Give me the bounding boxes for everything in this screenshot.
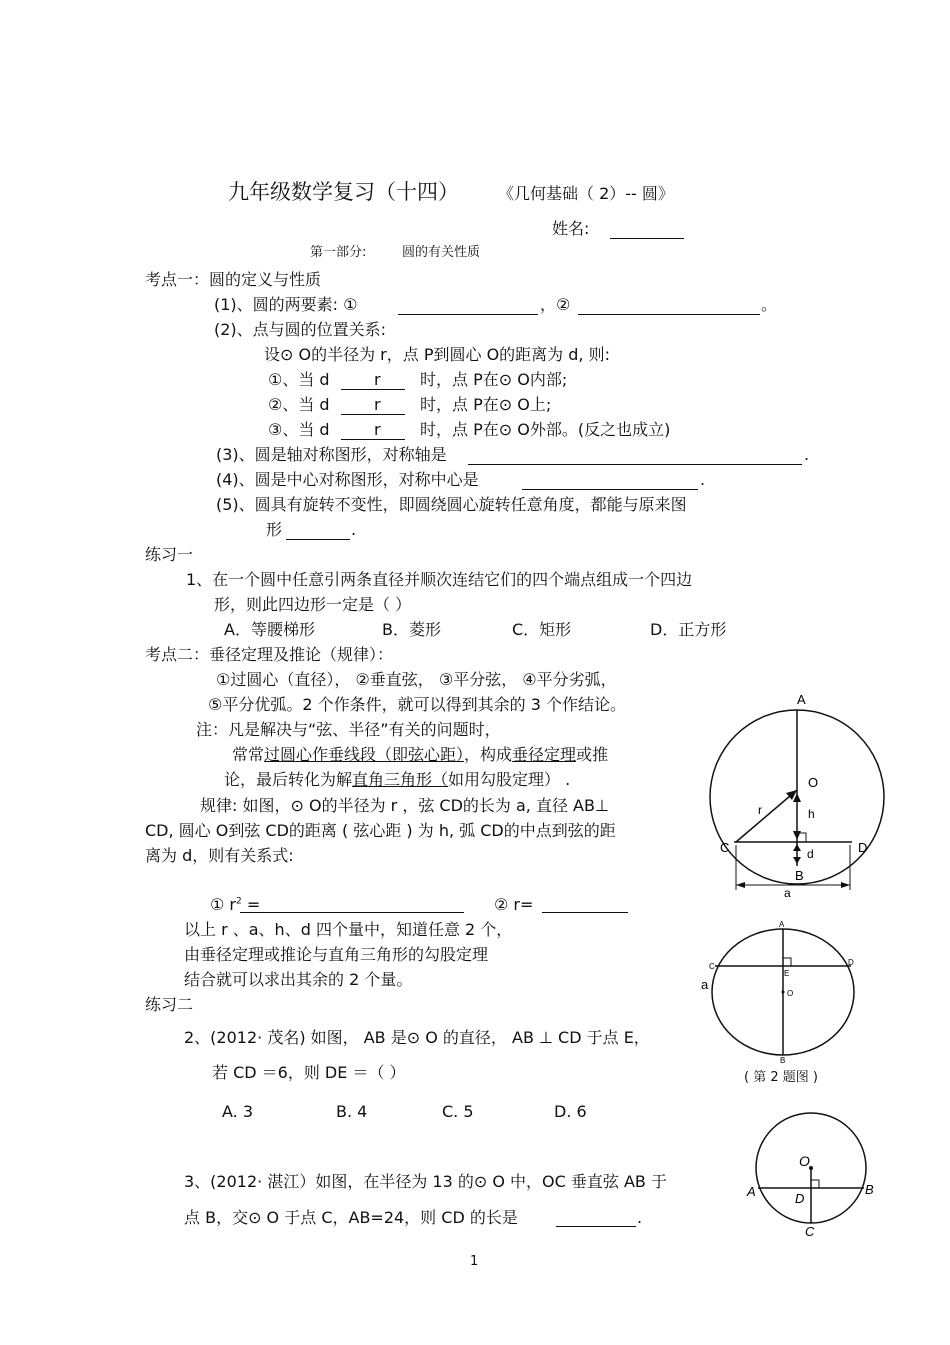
fig3-label-o: O: [799, 1153, 810, 1169]
k1-line2: (2)、点与圆的位置关系:: [214, 320, 387, 339]
fig1-label-a-top: A: [797, 692, 806, 707]
fig3-label-a: A: [747, 1184, 756, 1199]
fig1-dim-arrow-right: [841, 882, 850, 888]
fig1-label-h: h: [808, 807, 815, 821]
k2-rule3: 离为 d，则有关系式:: [145, 846, 294, 865]
k1-case2: ②、当 d: [268, 395, 330, 414]
k1-case1: ①、当 d: [268, 370, 330, 389]
k2-summary3: 结合就可以求出其余的 2 个量。: [184, 970, 413, 989]
k1-case2-blank[interactable]: [341, 414, 405, 415]
section-heading-ex2: 练习二: [145, 995, 194, 1014]
q1-option-d: D．正方形: [650, 620, 727, 639]
k2-line2: ⑤平分优弧。2 个作条件，就可以得到其余的 3 个作结论。: [208, 695, 626, 714]
q3-line2: 点 B，交⊙ O 于点 C，AB=24，则 CD 的长是: [184, 1208, 518, 1227]
q1-line1: 1、在一个圆中任意引两条直径并顺次连结它们的四个端点组成一个四边: [186, 570, 693, 589]
fig2-center-dot: [782, 991, 785, 994]
section-heading-k2: 考点二：垂径定理及推论（规律）：: [145, 645, 394, 664]
section-heading-k1: 考点一：圆的定义与性质: [145, 270, 322, 289]
k2-note3: 论，最后转化为解直角三角形（如用勾股定理） .: [224, 770, 571, 789]
q3-line1: 3、(2012· 湛江）如图，在半径为 13 的⊙ O 中，OC 垂直弦 AB 于: [184, 1172, 667, 1191]
section-heading-ex1: 练习一: [145, 545, 194, 564]
part-title: 圆的有关性质: [402, 245, 481, 260]
k2-rule1: 规律: 如图，⊙ O的半径为 r ，弦 CD的长为 a, 直径 AB⊥: [200, 796, 609, 815]
k2-summary1: 以上 r 、a、h、d 四个量中，知道任意 2 个，: [184, 920, 513, 939]
fig2-label-o: O: [787, 989, 794, 998]
k1-case1-r: r: [374, 370, 381, 389]
k1-line1: (1)、圆的两要素: ①: [214, 295, 358, 314]
fig2-label-c: C: [709, 962, 715, 971]
q3-line2-end: .: [637, 1208, 643, 1227]
k2-note2: 常常过圆心作垂线段（即弦心距），构成垂径定理或推: [232, 745, 609, 764]
fig1-dim-arrow-left: [736, 882, 745, 888]
fig3-right-angle: [811, 1180, 819, 1188]
k2-summary2: 由垂径定理或推论与直角三角形的勾股定理: [184, 945, 489, 964]
k1-case3-blank[interactable]: [341, 439, 405, 440]
k1-line6: (5)、圆具有旋转不变性，即圆绕圆心旋转任意角度，都能与原来图: [216, 495, 687, 514]
k1-case1-blank[interactable]: [341, 389, 405, 390]
k1-case3: ③、当 d: [268, 420, 330, 439]
k1-line4-end: .: [804, 445, 810, 464]
figure-question3: [744, 1108, 884, 1240]
k2-note1: 注：凡是解决与“弦、半径”有关的问题时，: [196, 720, 501, 739]
fig1-label-o: O: [808, 775, 819, 790]
fig1-label-d-point: D: [858, 840, 868, 855]
fig3-label-c: C: [805, 1224, 815, 1239]
q2-line2: 若 CD ＝6，则 DE ＝（ ）: [212, 1063, 406, 1082]
k1-line7: 形: [266, 520, 283, 539]
k2-line1: ①过圆心（直径）， ②垂直弦， ③平分弦， ④平分劣弧，: [216, 670, 617, 689]
fig1-d-arrow-bottom: [793, 857, 801, 864]
fig2-label-a: a: [701, 977, 709, 992]
name-label: 姓名:: [552, 219, 590, 238]
fig2-right-angle: [783, 958, 791, 966]
fig2-label-e: E: [784, 969, 790, 978]
k1-line7-end: .: [351, 520, 357, 539]
k1-line3: 设⊙ O的半径为 r，点 P到圆心 O的距离为 d, 则:: [264, 345, 610, 364]
k2-formula2-blank[interactable]: [542, 912, 628, 913]
fig1-label-d: d: [807, 847, 814, 861]
q1-option-b: B．菱形: [382, 620, 441, 639]
fig1-d-arrow-top: [793, 844, 801, 851]
figure-question2: [698, 918, 863, 1066]
fig1-label-a: a: [784, 886, 791, 900]
k2-formula1: ① $r^2$ =: [210, 895, 261, 914]
k1-case2-r: r: [374, 395, 381, 414]
fig1-radius: [736, 790, 797, 842]
fig1-label-b: B: [795, 868, 804, 883]
q2-option-d: D. 6: [554, 1102, 587, 1121]
k1-case3-tail: 时，点 P在⊙ O外部。(反之也成立): [420, 420, 671, 439]
q1-option-c: C．矩形: [512, 620, 572, 639]
k1-line5: (4)、圆是中心对称图形，对称中心是: [216, 470, 479, 489]
fig2-label-d: D: [848, 958, 854, 967]
q2-option-a: A. 3: [222, 1102, 254, 1121]
q2-option-c: C. 5: [442, 1102, 474, 1121]
k1-blank-1[interactable]: [398, 314, 538, 315]
k1-line4: (3)、圆是轴对称图形，对称轴是: [216, 445, 447, 464]
fig1-label-c: C: [720, 840, 730, 855]
fig1-label-r: r: [758, 803, 762, 817]
k1-line5-end: .: [700, 470, 706, 489]
k2-formula2: ② r=: [494, 895, 534, 914]
fig2-label-a-top: A: [779, 920, 785, 929]
q3-answer-blank[interactable]: [556, 1226, 636, 1227]
figure2-caption: ( 第 2 题图 ): [744, 1070, 818, 1085]
k1-case1-tail: 时，点 P在⊙ O内部;: [420, 370, 568, 389]
k1-line1-sep: ，②: [540, 295, 571, 314]
figure-chord-theorem: [700, 690, 885, 900]
fig3-label-d: D: [795, 1191, 805, 1206]
k1-blank-shape[interactable]: [286, 539, 350, 540]
page-number: 1: [470, 1254, 479, 1269]
fig2-label-b: B: [780, 1056, 786, 1065]
k1-blank-center[interactable]: [522, 489, 698, 490]
q1-line2: 形，则此四边形一定是（ ）: [214, 595, 412, 614]
k1-case3-r: r: [374, 420, 381, 439]
name-blank[interactable]: [610, 238, 684, 239]
part-label: 第一部分:: [310, 245, 367, 260]
page-subtitle: 《几何基础（ 2）-- 圆》: [498, 184, 674, 203]
fig3-label-b: B: [865, 1182, 874, 1197]
k2-formula1-blank[interactable]: [240, 912, 464, 913]
q2-option-b: B. 4: [336, 1102, 368, 1121]
page-title: 九年级数学复习（十四）: [228, 180, 459, 204]
k1-blank-axis[interactable]: [468, 464, 802, 465]
k1-blank-2[interactable]: [578, 314, 760, 315]
q1-option-a: A．等腰梯形: [224, 620, 315, 639]
k2-rule2: CD, 圆心 O到弦 CD的距离 ( 弦心距 ) 为 h, 弧 CD的中点到弦的距: [145, 821, 616, 840]
k1-case2-tail: 时，点 P在⊙ O上;: [420, 395, 552, 414]
q2-line1: 2、(2012· 茂名) 如图， AB 是⊙ O 的直径， AB ⊥ CD 于点 E，: [184, 1028, 650, 1047]
k1-line1-end: 。: [761, 295, 778, 314]
